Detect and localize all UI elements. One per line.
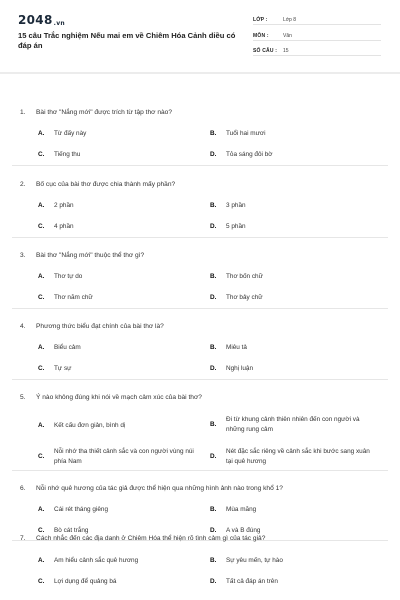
logo-suffix: .vn [53, 20, 65, 27]
option-text: 5 phần [226, 223, 246, 230]
option-letter: B. [210, 202, 217, 209]
question-number: 7. [20, 535, 26, 542]
option-text: Bò cát trắng [54, 527, 89, 534]
question-number: 4. [20, 323, 26, 330]
option-letter: A. [38, 344, 45, 351]
question-text [20, 322, 390, 331]
question-text [20, 180, 390, 189]
option-text: Thơ năm chữ [54, 294, 93, 301]
document-title: 15 câu Trắc nghiệm Nếu mai em về Chiêm Hóa Cảnh diều có đáp án [18, 31, 236, 50]
option-text: Miêu tả [226, 344, 247, 351]
option-text: 4 phần [54, 223, 74, 230]
meta-subject-key: MÔN : [253, 33, 269, 39]
option-letter: B. [210, 273, 217, 280]
meta-count-row [253, 45, 381, 56]
page-header [0, 0, 400, 72]
option-text: 3 phần [226, 202, 246, 209]
option-text: Mùa măng [226, 506, 257, 513]
meta-subject-row [253, 30, 381, 41]
header-divider [0, 72, 400, 74]
question-divider [12, 379, 388, 380]
option-letter: B. [210, 130, 217, 137]
question-prompt: Bài thơ "Nắng mới" được trích từ tập thơ nào? [36, 109, 172, 116]
option-text: Nỗi nhớ tha thiết cảnh sắc và con người vùng núi phía Nam [54, 448, 194, 465]
option-letter: B. [210, 344, 217, 351]
question-text [20, 484, 390, 493]
option-letter: D. [210, 578, 217, 585]
option-letter: C. [38, 223, 45, 230]
question-divider [12, 165, 388, 166]
option-letter: A. [38, 202, 45, 209]
question-number: 1. [20, 109, 26, 116]
question-number: 6. [20, 485, 26, 492]
option-letter: C. [38, 294, 45, 301]
option-letter: C. [38, 453, 45, 460]
option-text: Cái rét tháng giêng [54, 506, 109, 513]
option-letter: D. [210, 365, 217, 372]
option-letter: D. [210, 223, 217, 230]
option-text: A và B đúng [226, 527, 261, 534]
option-letter: A. [38, 130, 45, 137]
option-letter: B. [210, 506, 217, 513]
option-text: Từ đấy này [54, 130, 87, 137]
option-text: Thơ tự do [54, 273, 83, 280]
option-letter: D. [210, 294, 217, 301]
option-letter: C. [38, 527, 45, 534]
logo-main: 2048 [18, 13, 53, 27]
option-letter: B. [210, 557, 217, 564]
question-divider [12, 470, 388, 471]
option-text: Nét đặc sắc riêng về cảnh sắc khi bước sang xuân tại quê hương [226, 448, 370, 465]
question-divider [12, 237, 388, 238]
option-text: Nghị luận [226, 365, 254, 372]
question-text [20, 108, 390, 117]
question-prompt: Ý nào không đúng khi nói về mạch cảm xúc của bài thơ? [36, 394, 202, 401]
question-number: 5. [20, 394, 26, 401]
option-letter: D. [210, 453, 217, 460]
question-prompt: Cách nhắc đến các địa danh ở Chiêm Hóa thể hiện rõ tình cảm gì của tác giả? [36, 535, 266, 542]
meta-class-row [253, 14, 381, 25]
question-text [20, 393, 390, 402]
option-text: Sự yêu mến, tự hào [226, 557, 283, 564]
option-text: Lợi dụng để quảng bá [54, 578, 117, 585]
option-letter: C. [38, 578, 45, 585]
option-letter: B. [210, 421, 217, 428]
option-letter: C. [38, 365, 45, 372]
option-text: Kết cấu đơn giản, bình dị [54, 422, 126, 429]
option-letter: D. [210, 527, 217, 534]
meta-class-key: LỚP : [253, 17, 268, 23]
option-text: Đi từ khung cảnh thiên nhiên đến con người và những rung cảm [226, 416, 360, 433]
question-prompt: Phương thức biểu đạt chính của bài thơ là? [36, 323, 164, 330]
option-letter: A. [38, 506, 45, 513]
option-text: Am hiểu cảnh sắc quê hương [54, 557, 139, 564]
question-divider [12, 308, 388, 309]
option-text: Thơ bảy chữ [226, 294, 263, 301]
question-text [20, 534, 390, 543]
question-prompt: Nỗi nhớ quê hương của tác giả được thể hiện qua những hình ảnh nào trong khổ 1? [36, 485, 283, 492]
option-text: Tuổi hai mươi [226, 130, 266, 137]
option-text: Tất cả đáp án trên [226, 578, 278, 585]
option-text: Tỏa sáng đôi bờ [226, 151, 273, 158]
option-text: Tự sự [54, 365, 72, 372]
option-letter: D. [210, 151, 217, 158]
question-number: 3. [20, 252, 26, 259]
site-logo[interactable] [18, 13, 65, 27]
meta-count-key: SỐ CÂU : [253, 48, 278, 54]
option-text: Tiếng thu [54, 151, 81, 158]
option-letter: C. [38, 151, 45, 158]
question-prompt: Bố cục của bài thơ được chia thành mấy phần? [36, 181, 176, 188]
meta-subject-value: Văn [283, 33, 292, 39]
question-prompt: Bài thơ "Nắng mới" thuộc thể thơ gì? [36, 252, 145, 259]
question-number: 2. [20, 181, 26, 188]
meta-class-value: Lớp 8 [283, 17, 297, 23]
option-text: Thơ bốn chữ [226, 273, 263, 280]
option-text: 2 phần [54, 202, 74, 209]
question-text [20, 251, 390, 260]
option-letter: A. [38, 557, 45, 564]
option-text: Biểu cảm [54, 344, 81, 351]
option-letter: A. [38, 273, 45, 280]
option-letter: A. [38, 422, 45, 429]
meta-count-value: 15 [283, 48, 289, 54]
